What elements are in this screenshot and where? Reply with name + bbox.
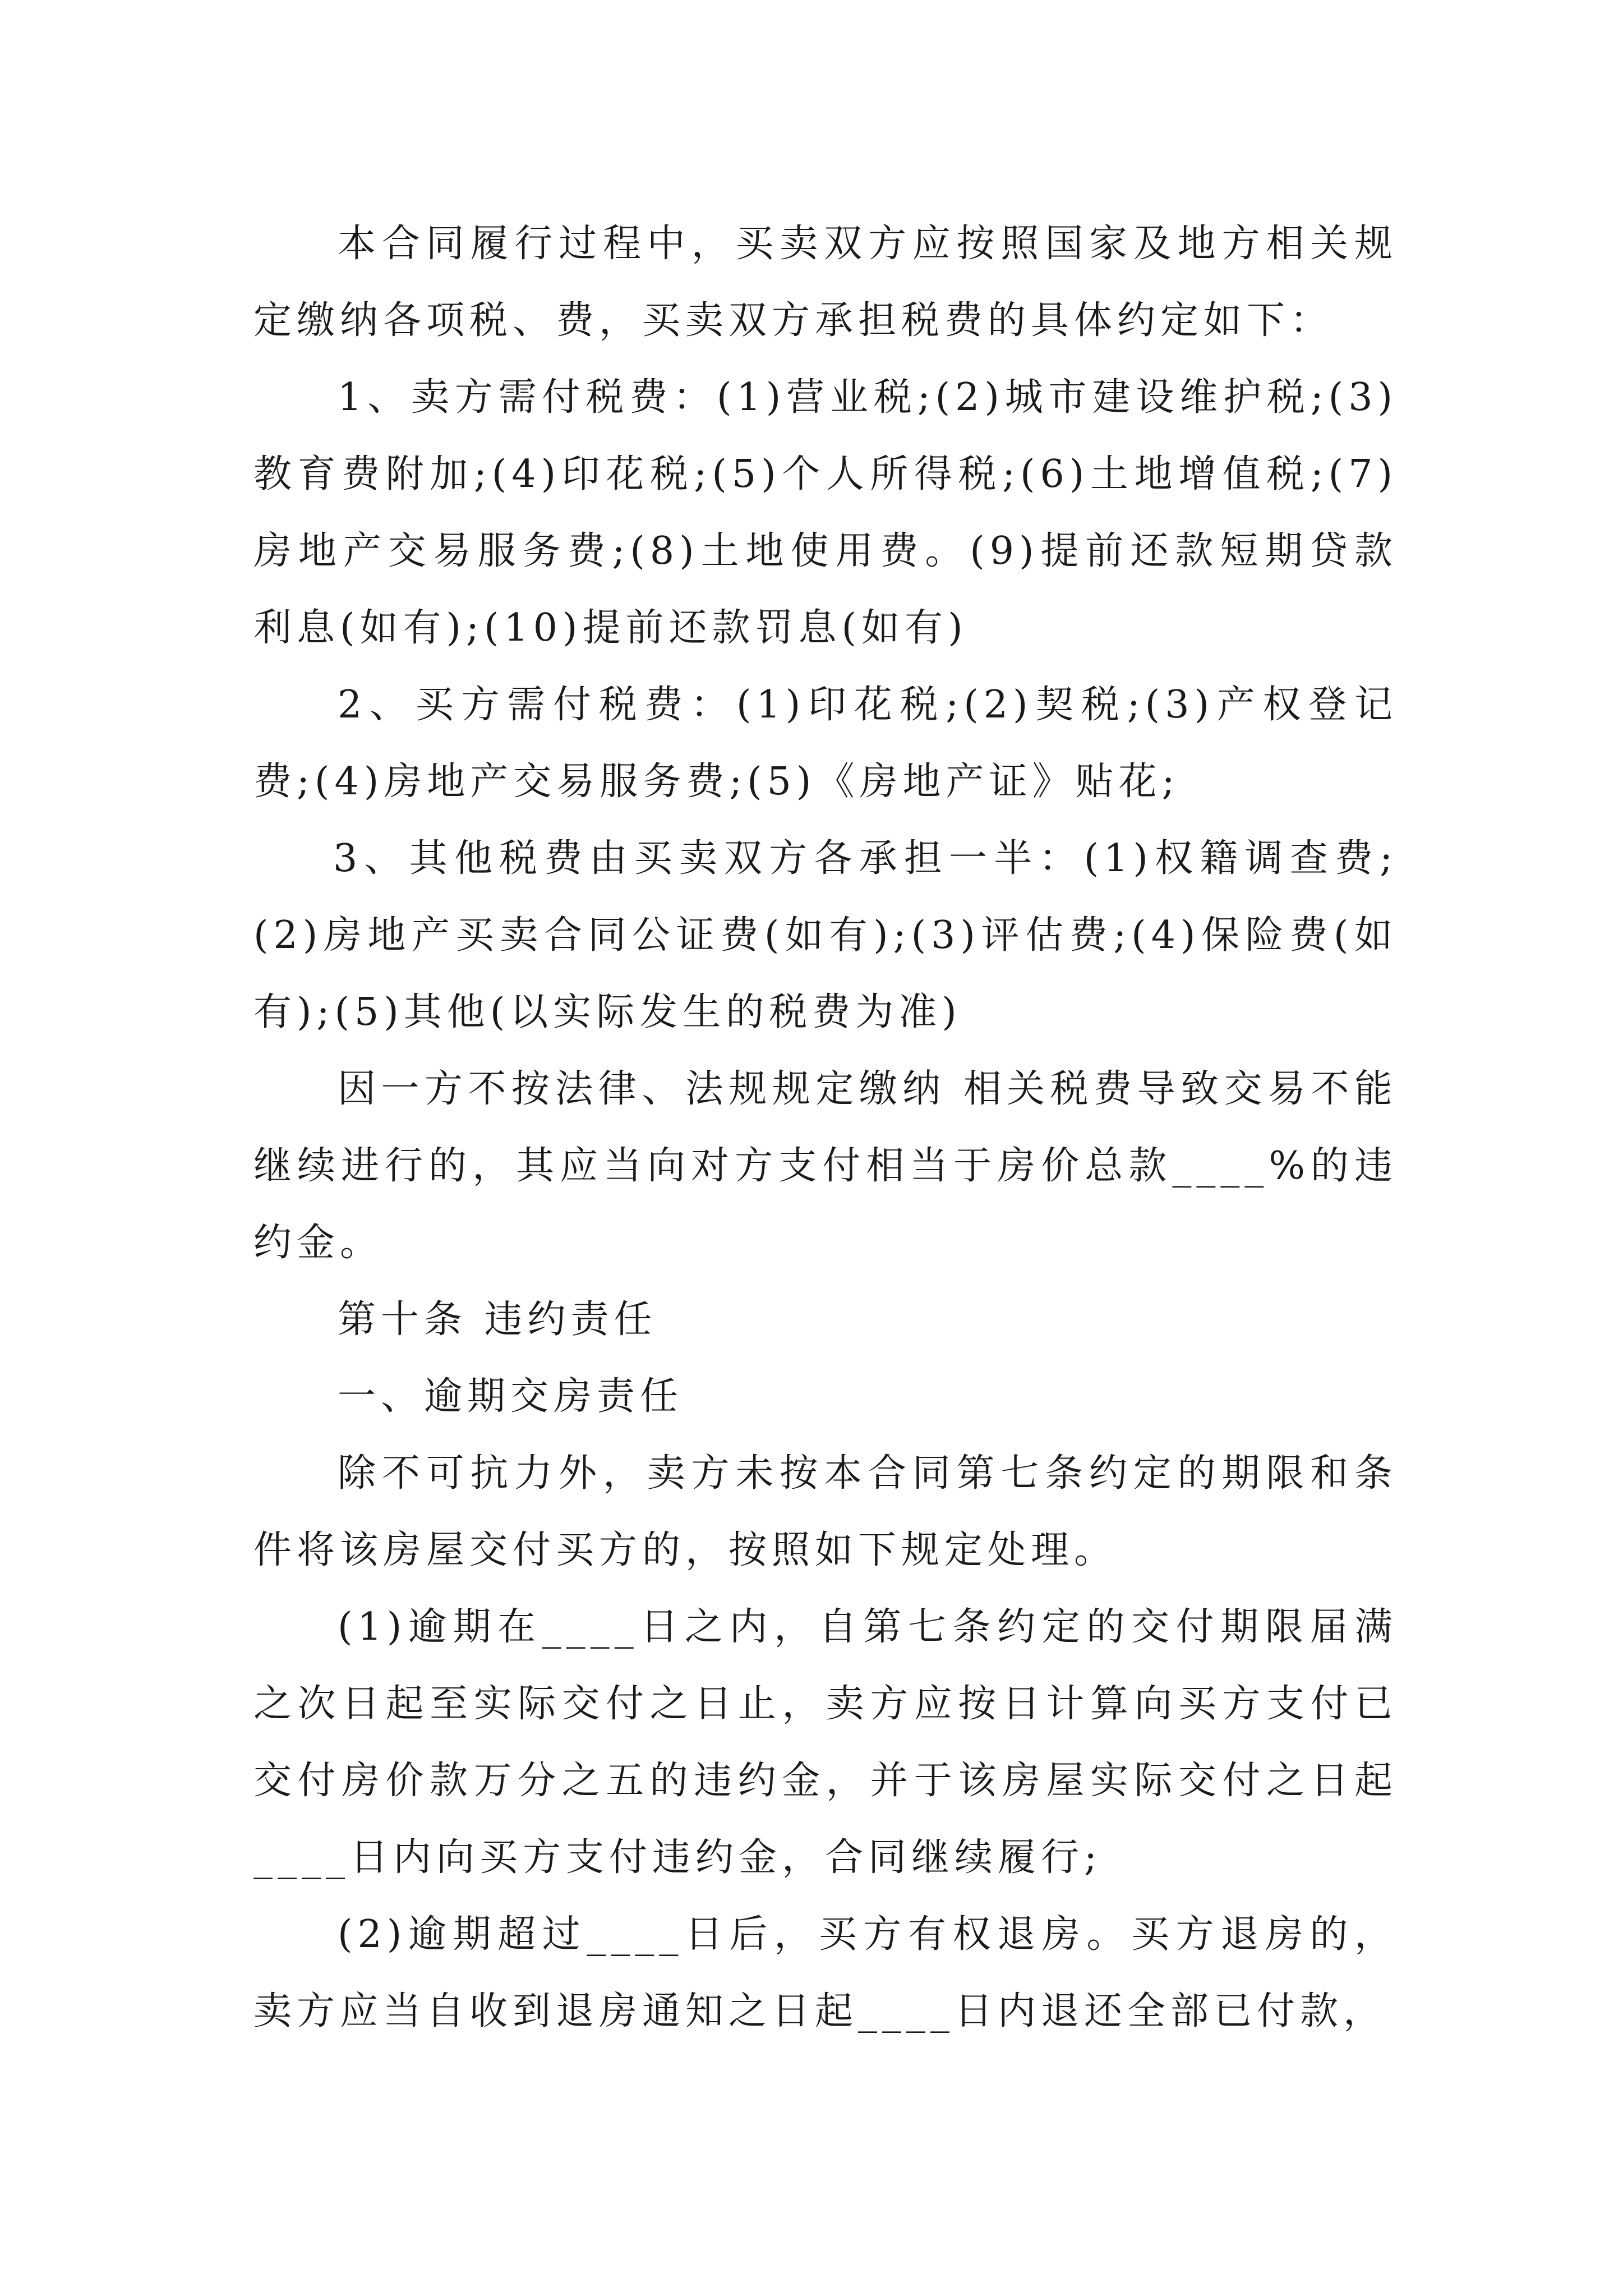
paragraph-clause-1: (1)逾期在____日之内，自第七条约定的交付期限届满之次日起至实际交付之日止，卖方应按日计算向买方支付已交付房价款万分之五的违约金，并于该房屋实际交付之日起____日内向买方支付违约金，合同继续履行; bbox=[253, 1605, 1398, 1880]
subsection-heading-late-delivery: 一、逾期交房责任 bbox=[338, 1374, 684, 1419]
paragraph-late-delivery-intro: 除不可抗力外，卖方未按本合同第七条约定的期限和条件将该房屋交付买方的，按照如下规定处理。 bbox=[253, 1451, 1398, 1572]
paragraph-shared-taxes: 3、其他税费由买卖双方各承担一半：(1)权籍调查费;(2)房地产买卖合同公证费(如有);(3)评估费;(4)保险费(如有);(5)其他(以实际发生的税费为准) bbox=[253, 836, 1398, 1034]
paragraph-clause-2: (2)逾期超过____日后，买方有权退房。买方退房的，卖方应当自收到退房通知之日起____日内退还全部已付款， bbox=[253, 1912, 1398, 2033]
paragraph-buyer-taxes: 2、买方需付税费：(1)印花税;(2)契税;(3)产权登记费;(4)房地产交易服务费;(5)《房地产证》贴花; bbox=[253, 683, 1398, 804]
paragraph-seller-taxes: 1、卖方需付税费：(1)营业税;(2)城市建设维护税;(3)教育费附加;(4)印花税;(5)个人所得税;(6)土地增值税;(7)房地产交易服务费;(8)土地使用费。(9)提前还款短期贷款利息(如有);(10)提前还款罚息(如有) bbox=[253, 375, 1398, 650]
paragraph-tax-intro: 本合同履行过程中，买卖双方应按照国家及地方相关规定缴纳各项税、费，买卖双方承担税费的具体约定如下： bbox=[253, 222, 1398, 343]
section-heading-article-10: 第十条 违约责任 bbox=[338, 1297, 657, 1342]
document-body bbox=[253, 205, 1398, 2050]
paragraph-tax-penalty: 因一方不按法律、法规规定缴纳 相关税费导致交易不能继续进行的，其应当向对方支付相当于房价总款____%的违约金。 bbox=[253, 1067, 1398, 1265]
